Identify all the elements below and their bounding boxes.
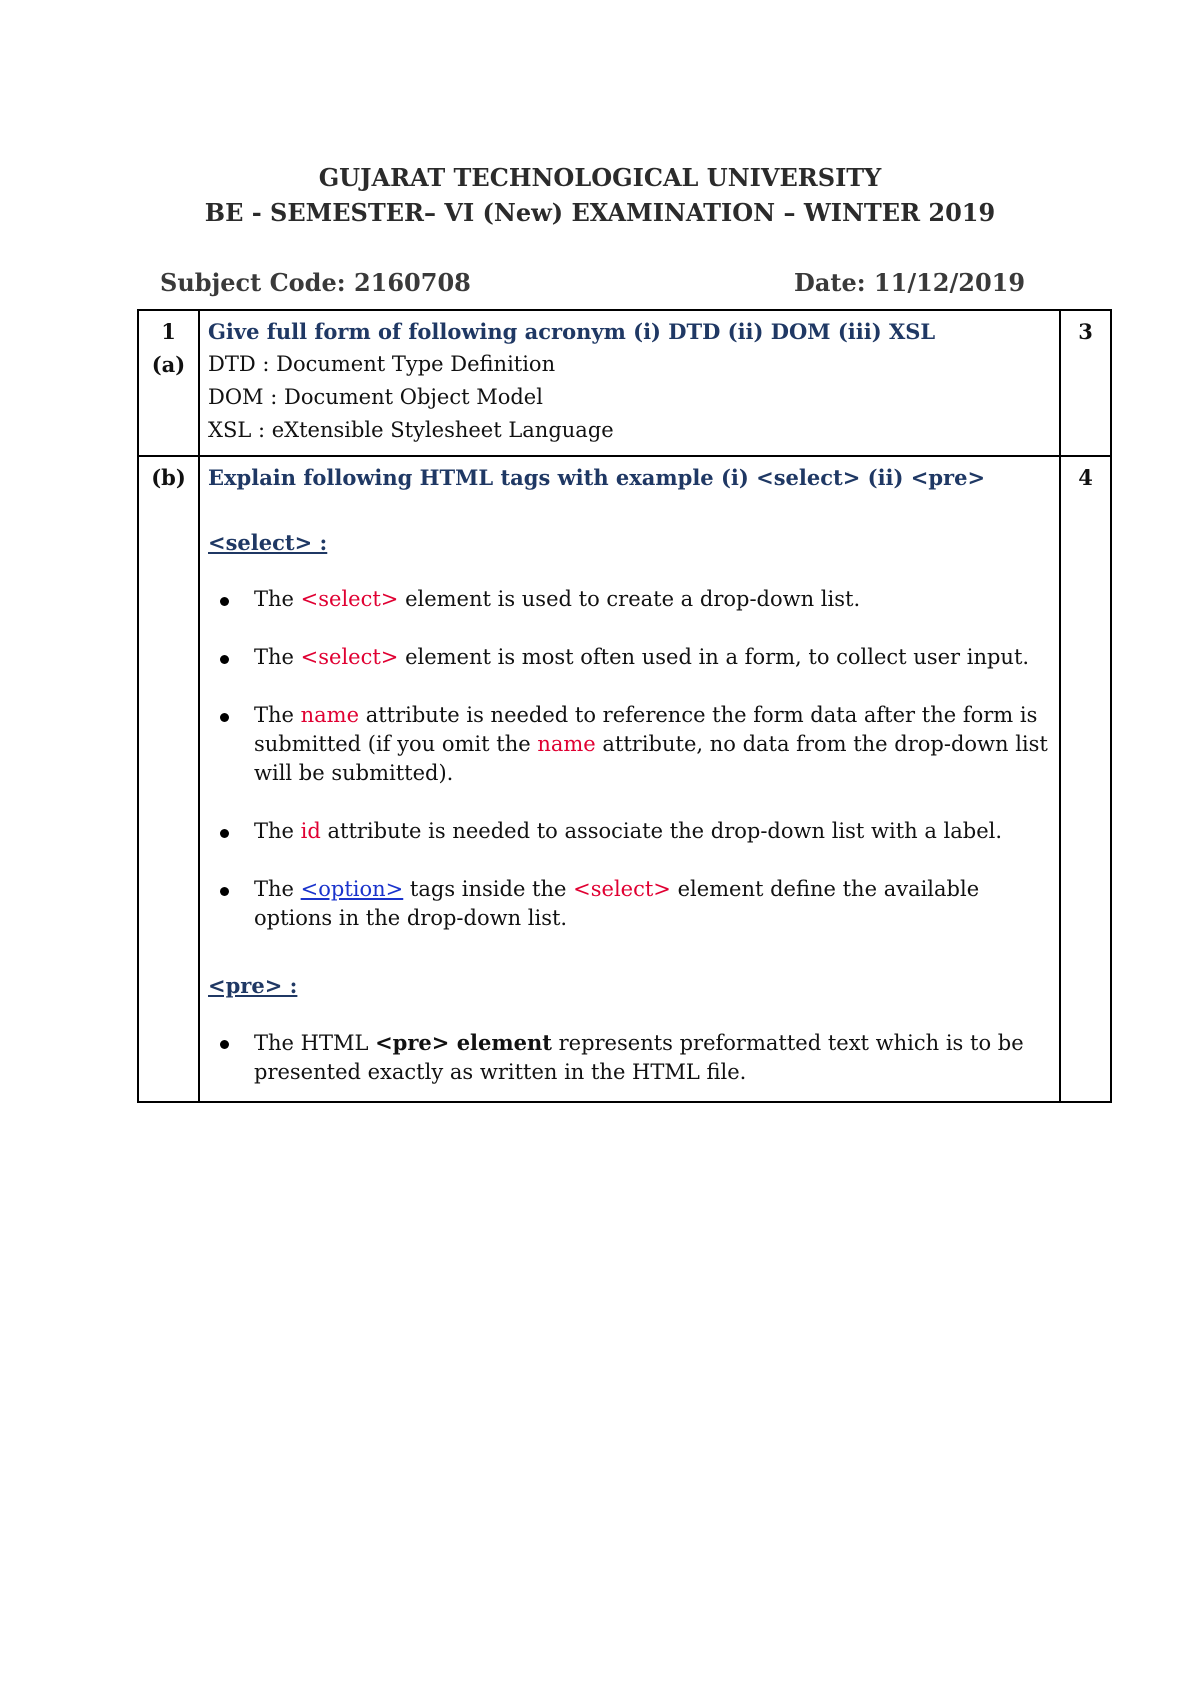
marks-value: 3 bbox=[1078, 319, 1093, 344]
pre-bullet-list bbox=[208, 1028, 1051, 1087]
highlight-tag: id bbox=[300, 819, 321, 843]
question-number: 1 bbox=[161, 319, 176, 344]
highlight-tag: <select> bbox=[300, 587, 399, 611]
question-part: (a) bbox=[151, 352, 186, 377]
bold-text: <pre> element bbox=[375, 1030, 552, 1055]
list-item bbox=[254, 1028, 1051, 1087]
question-row-1b bbox=[138, 456, 1111, 1102]
marks-cell bbox=[1060, 310, 1111, 456]
question-text: Explain following HTML tags with example (i) <select> (ii) <pre> bbox=[208, 465, 986, 490]
bullet-text: element define the available options in the drop-down list. bbox=[254, 877, 980, 930]
list-item bbox=[254, 643, 1051, 672]
question-text: Give full form of following acronym (i) DTD (ii) DOM (iii) XSL bbox=[208, 319, 936, 344]
bullet-text: The bbox=[254, 587, 301, 611]
highlight-tag: name bbox=[300, 703, 360, 727]
select-bullet-list bbox=[208, 585, 1051, 933]
bullet-text: element is most often used in a form, to collect user input. bbox=[398, 645, 1030, 669]
list-item bbox=[254, 701, 1051, 788]
bullet-text: attribute is needed to associate the drop-down list with a label. bbox=[320, 819, 1003, 843]
marks-value: 4 bbox=[1078, 465, 1093, 490]
bullet-text: attribute is needed to reference the form data after the form is submitted (if you omit the bbox=[254, 703, 1038, 756]
question-number-cell bbox=[138, 310, 199, 456]
list-item bbox=[254, 875, 1051, 933]
bullet-text: The bbox=[254, 703, 301, 727]
select-heading: <select> : bbox=[208, 530, 328, 555]
question-table bbox=[137, 309, 1112, 1103]
exam-date: Date: 11/12/2019 bbox=[794, 268, 1026, 297]
highlight-tag: <select> bbox=[573, 877, 671, 901]
option-link[interactable]: <option> bbox=[300, 877, 404, 901]
bullet-text: The bbox=[254, 819, 301, 843]
highlight-tag: name bbox=[537, 732, 596, 756]
bullet-text: element is used to create a drop-down list. bbox=[398, 587, 861, 611]
list-item bbox=[254, 585, 1051, 614]
answer-line: XSL : eXtensible Stylesheet Language bbox=[208, 418, 614, 442]
bullet-text: represents preformatted text which is to be presented exactly as written in the HTML file. bbox=[254, 1031, 1024, 1084]
bullet-text: tags inside the bbox=[403, 877, 574, 901]
question-content-cell bbox=[199, 456, 1060, 1102]
question-number-cell bbox=[138, 456, 199, 1102]
answer-line: DOM : Document Object Model bbox=[208, 385, 543, 409]
question-content-cell bbox=[199, 310, 1060, 456]
highlight-tag: <select> bbox=[300, 645, 399, 669]
exam-title: BE - SEMESTER– VI (New) EXAMINATION – WINTER 2019 bbox=[204, 198, 996, 227]
list-item bbox=[254, 817, 1051, 846]
question-row-1a bbox=[138, 310, 1111, 456]
pre-heading: <pre> : bbox=[208, 973, 298, 998]
university-title: GUJARAT TECHNOLOGICAL UNIVERSITY bbox=[318, 163, 882, 192]
bullet-text: The bbox=[254, 645, 301, 669]
question-part: (b) bbox=[151, 465, 186, 490]
bullet-text: The HTML bbox=[254, 1031, 376, 1055]
marks-cell bbox=[1060, 456, 1111, 1102]
answer-line: DTD : Document Type Definition bbox=[208, 352, 556, 376]
subject-code: Subject Code: 2160708 bbox=[160, 268, 471, 297]
bullet-text: The bbox=[254, 877, 301, 901]
bullet-text: attribute, no data from the drop-down list will be submitted). bbox=[254, 732, 1048, 785]
